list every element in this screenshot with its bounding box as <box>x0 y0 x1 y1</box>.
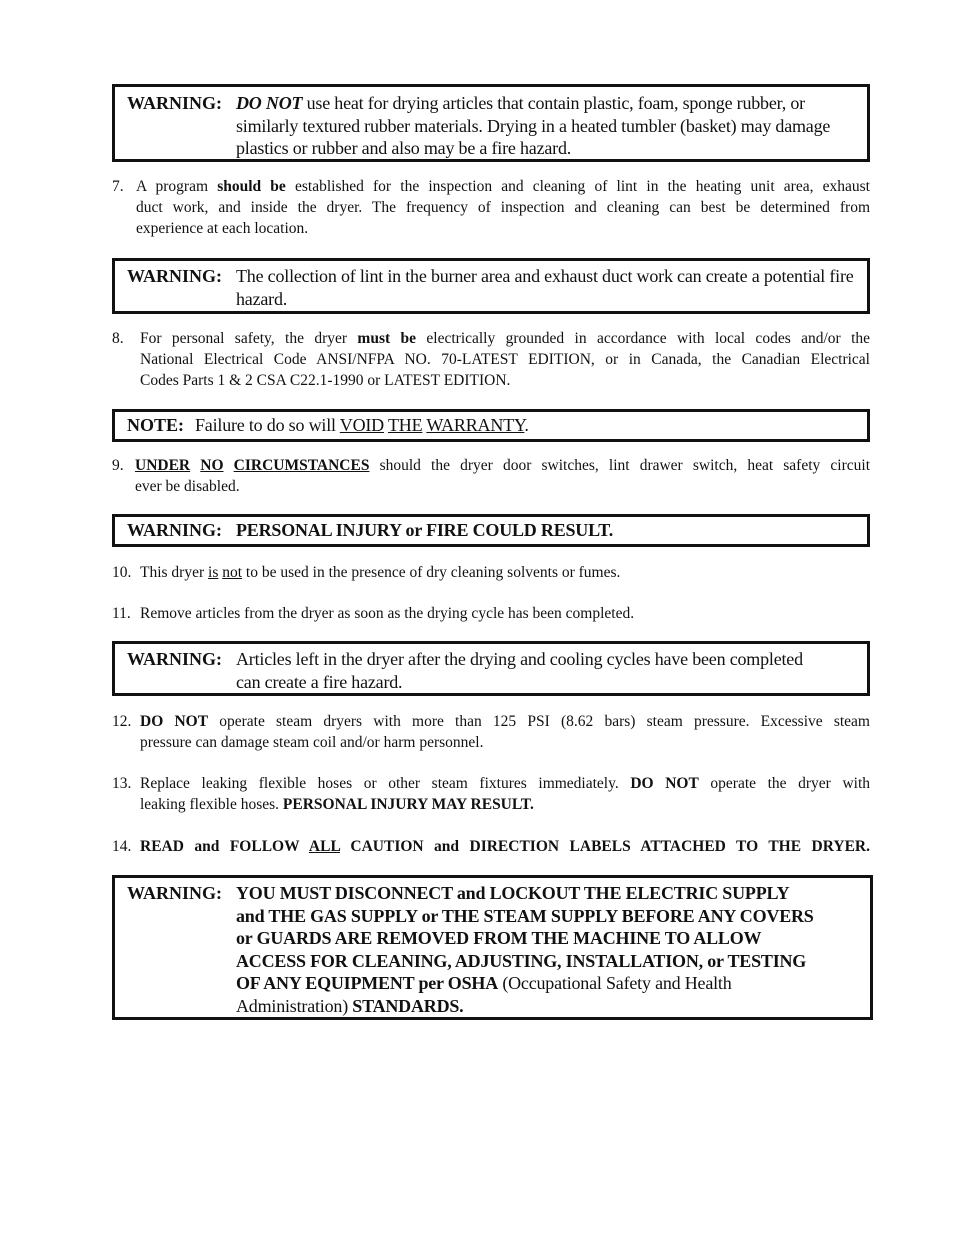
warning-text: PERSONAL INJURY or FIRE COULD RESULT. <box>236 520 614 540</box>
note-text: Failure to do so will VOID THE WARRANTY. <box>195 415 529 435</box>
warning-text: Articles left in the dryer after the drying and cooling cycles have been completed can create a fire hazard. <box>236 649 803 692</box>
warning-label: WARNING: <box>127 93 223 113</box>
item-number: 7. <box>112 178 124 195</box>
item-text: Replace leaking flexible hoses or other steam fixtures immediately. DO NOT operate the dryer with leaking flexible hoses. PERSONAL INJURY MAY RESULT. <box>140 775 871 813</box>
item-number: 14. <box>112 838 132 855</box>
warning-label: WARNING: <box>127 520 223 540</box>
warning-label: WARNING: <box>127 883 223 903</box>
list-item-8 <box>112 328 870 391</box>
item-text: Remove articles from the dryer as soon as the drying cycle has been completed. <box>140 605 635 622</box>
warning-label: WARNING: <box>127 649 223 669</box>
list-item-7 <box>112 176 870 239</box>
warning-text: DO NOT use heat for drying articles that contain plastic, foam, sponge rubber, or similarly textured rubber materials. Drying in a heated tumbler (basket) may damage plastics or rubber and also may be a fire hazard. <box>236 93 831 158</box>
warning-box-articles-left <box>112 641 870 696</box>
item-text: A program should be established for the inspection and cleaning of lint in the heating unit area, exhaust duct work, and inside the dryer. The frequency of inspection and cleaning can best be determined from experience at each location. <box>136 178 870 237</box>
item-number: 9. <box>112 457 124 474</box>
warning-label: WARNING: <box>127 266 223 286</box>
warning-text: The collection of lint in the burner area and exhaust duct work can create a potential fire hazard. <box>236 266 854 309</box>
item-number: 11. <box>112 605 131 622</box>
note-label: NOTE: <box>127 415 185 435</box>
item-text: DO NOT operate steam dryers with more than 125 PSI (8.62 bars) steam pressure. Excessive steam pressure can damage steam coil and/or harm personnel. <box>140 713 870 751</box>
warning-box-plastics <box>112 84 870 162</box>
warning-box-lint <box>112 258 870 314</box>
warning-box-lockout <box>112 875 873 1020</box>
item-number: 8. <box>112 330 124 347</box>
item-number: 13. <box>112 775 132 792</box>
item-text: UNDER NO CIRCUMSTANCES should the dryer door switches, lint drawer switch, heat safety circuit ever be disabled. <box>135 457 871 495</box>
list-item-14 <box>112 836 870 857</box>
note-box-warranty <box>112 409 870 442</box>
item-number: 12. <box>112 713 132 730</box>
list-item-9 <box>112 455 870 497</box>
item-number: 10. <box>112 564 132 581</box>
item-text: This dryer is not to be used in the presence of dry cleaning solvents or fumes. <box>140 564 621 581</box>
list-item-13 <box>112 773 870 815</box>
list-item-12 <box>112 711 870 753</box>
warning-box-injury <box>112 514 870 547</box>
item-text: For personal safety, the dryer must be electrically grounded in accordance with local codes and/or the National Electrical Code ANSI/NFPA NO. 70-LATEST EDITION, or in Canada, the Canadian Electrical Codes Parts 1 & 2 CSA C22.1-1990 or LATEST EDITION. <box>140 330 871 389</box>
list-item-10 <box>112 562 870 583</box>
warning-text: YOU MUST DISCONNECT and LOCKOUT THE ELECTRIC SUPPLY and THE GAS SUPPLY or THE STEAM SUPPLY BEFORE ANY COVERS or GUARDS ARE REMOVED FROM THE MACHINE TO ALLOW ACCESS FOR CLEANING, ADJUSTING, INSTALLATION, or TESTING OF ANY EQUIPMENT per OSHA (Occupational Safety and Health Administration) STANDARDS. <box>236 883 814 1016</box>
list-item-11 <box>112 603 870 624</box>
item-text: READ and FOLLOW ALL CAUTION and DIRECTION LABELS ATTACHED TO THE DRYER. <box>140 838 870 855</box>
emphasis: DO NOT <box>236 93 303 113</box>
